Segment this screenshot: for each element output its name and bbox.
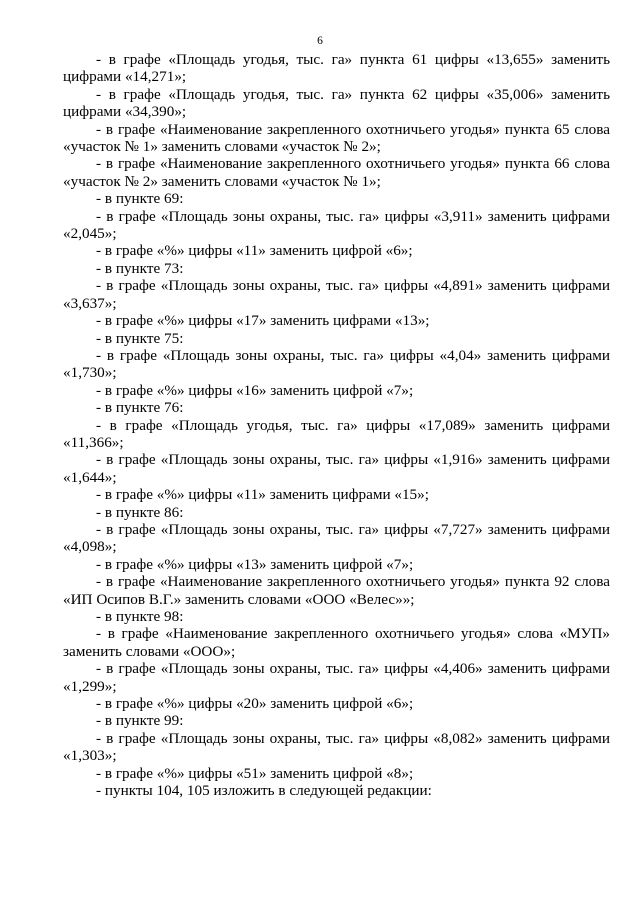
text-line: - в пункте 98: [96,608,184,625]
text-line: «2,045»; [63,225,117,243]
text-line: - в графе «Наименование закрепленного охотничьего угодья» пункта 65 слова [96,120,610,138]
text-line: - в графе «Площадь зоны охраны, тыс. га» цифры «4,406» заменить цифрами [96,660,610,678]
text-line: - в графе «%» цифры «11» заменить цифрами «15»; [96,486,429,504]
text-line: - в пункте 73: [96,259,184,277]
text-line: «участок № 1» заменить словами «участок № 2»; [63,138,381,156]
text-line: - пункты 104, 105 изложить в следующей редакции: [96,782,432,800]
text-line: - в графе «%» цифры «20» заменить цифрой «6»; [96,695,414,713]
text-line: заменить словами «ООО»; [63,642,236,660]
text-line: - в графе «Наименование закрепленного охотничьего угодья» пункта 92 слова [96,573,610,591]
text-line: - в графе «Наименование закрепленного охотничьего угодья» пункта 66 слова [96,155,610,173]
text-line: «1,299»; [63,677,117,695]
text-line: - в графе «Площадь зоны охраны, тыс. га» цифры «3,911» заменить цифрами [96,207,610,225]
text-line: «1,644»; [63,468,117,486]
text-line: «4,098»; [63,538,117,556]
text-line: - в графе «Площадь угодья, тыс. га» пункта 61 цифры «13,655» заменить [96,51,610,68]
text-line: - в пункте 75: [96,329,184,347]
page-number: 6 [317,35,323,47]
text-line: - в графе «Площадь зоны охраны, тыс. га» цифры «4,891» заменить цифрами [96,277,610,295]
text-line: - в пункте 86: [96,503,184,521]
text-line: «11,366»; [63,433,124,451]
text-line: - в графе «%» цифры «17» заменить цифрами «13»; [96,312,430,330]
text-line: - в пункте 76: [96,399,184,417]
text-line: - в графе «%» цифры «16» заменить цифрой «7»; [96,381,414,399]
text-line: - в пункте 99: [96,712,184,730]
text-line: - в графе «Площадь угодья, тыс. га» пункта 62 цифры «35,006» заменить [96,85,610,103]
text-line: «1,303»; [63,747,117,765]
text-line: «3,637»; [63,294,117,312]
text-line: - в графе «%» цифры «13» заменить цифрой «7»; [96,555,414,573]
text-line: - в графе «%» цифры «51» заменить цифрой «8»; [96,764,414,782]
text-line: «1,730»; [63,364,117,382]
text-line: - в пункте 69: [96,190,184,208]
text-line: «участок № 2» заменить словами «участок № 1»; [63,172,381,190]
text-line: - в графе «Площадь зоны охраны, тыс. га» цифры «7,727» заменить цифрами [96,520,610,538]
text-line: «ИП Осипов В.Г.» заменить словами «ООО «Велес»»; [63,590,415,608]
text-line: - в графе «Площадь зоны охраны, тыс. га» цифры «1,916» заменить цифрами [96,451,610,469]
text-line: - в графе «Площадь зоны охраны, тыс. га» цифры «4,04» заменить цифрами [96,346,610,364]
document-body [63,51,610,799]
text-line: - в графе «Наименование закрепленного охотничьего угодья» слова «МУП» [96,625,610,643]
text-line: - в графе «Площадь угодья, тыс. га» цифры «17,089» заменить цифрами [96,416,610,434]
text-line: - в графе «%» цифры «11» заменить цифрой «6»; [96,242,413,260]
text-line: цифрами «14,271»; [63,68,187,86]
text-line: - в графе «Площадь зоны охраны, тыс. га» цифры «8,082» заменить цифрами [96,729,610,747]
text-line: цифрами «34,390»; [63,103,187,121]
